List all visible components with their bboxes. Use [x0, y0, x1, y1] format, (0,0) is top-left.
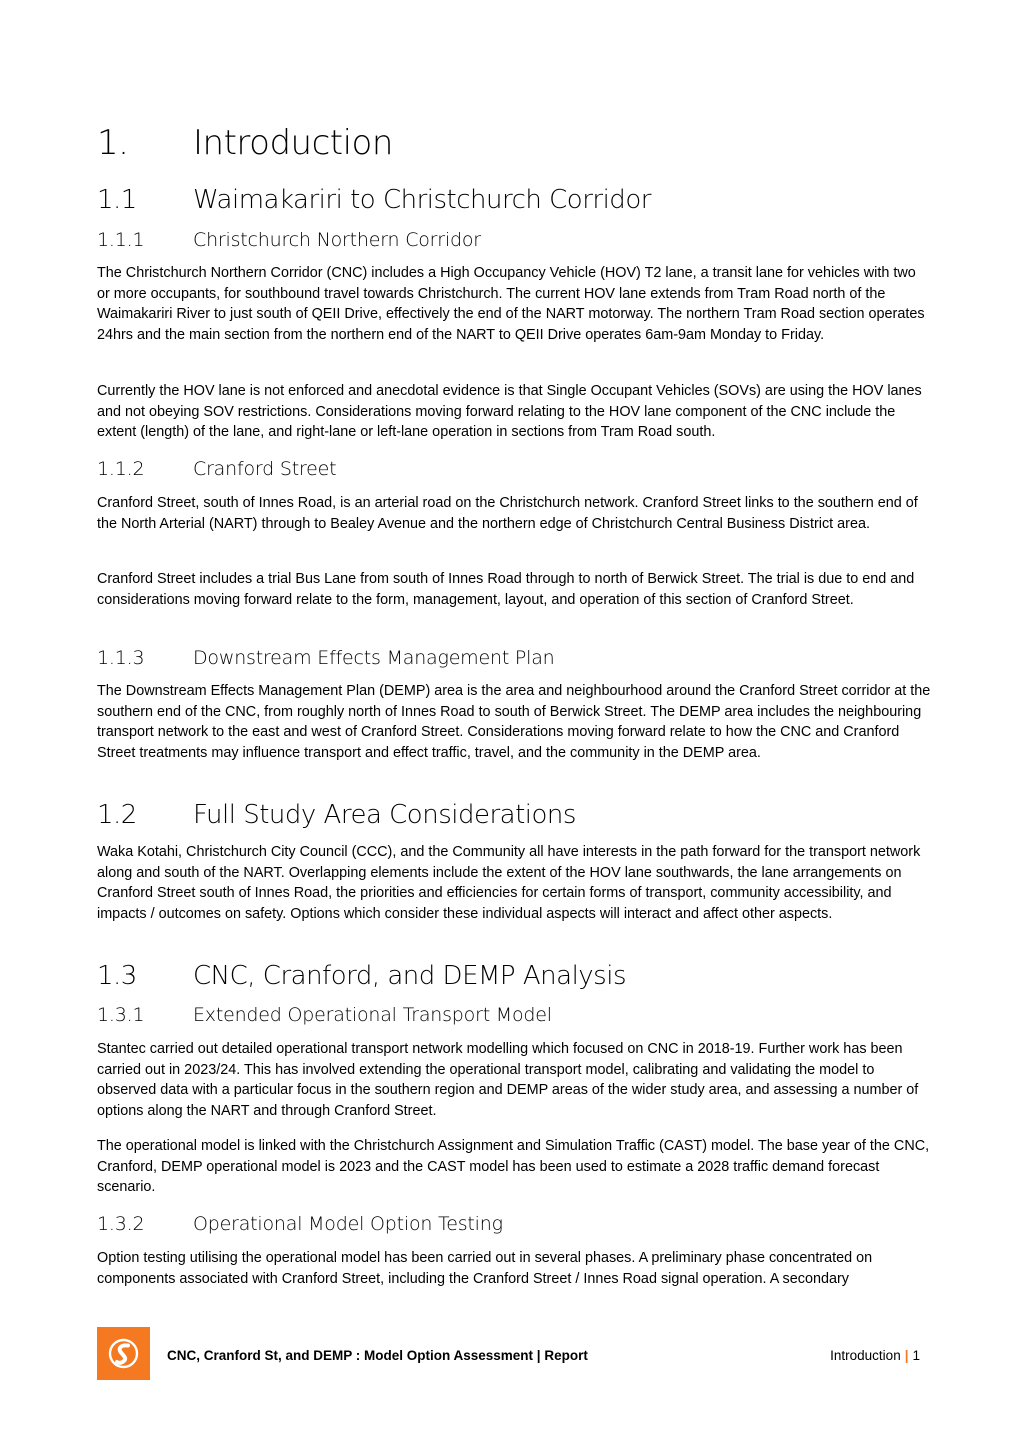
heading-1-1-3	[97, 646, 555, 670]
footer-section-name: Introduction	[830, 1348, 901, 1363]
footer-page-info	[830, 1347, 920, 1365]
heading-number: 1.1.2	[97, 458, 145, 480]
footer-document-title: CNC, Cranford St, and DEMP : Model Option Assessment | Report	[167, 1348, 588, 1363]
paragraph: The Christchurch Northern Corridor (CNC) includes a High Occupancy Vehicle (HOV) T2 lane, a transit lane for vehicles with two or more occupants, for southbound travel towards Christchurch. The current HOV lane extends from Tram Road north of the Waimakariri River to just south of QEII Drive, effectively the end of the NART motorway. The northern Tram Road section operates 24hrs and the main section from the northern end of the NART to QEII Drive operates 6am-9am Monday to Friday.	[97, 265, 925, 343]
heading-1-2	[97, 799, 576, 831]
heading-1-3	[97, 960, 626, 992]
heading-title: Introduction	[193, 123, 393, 163]
heading-number: 1.3.1	[97, 1004, 145, 1026]
heading-number: 1.3.2	[97, 1213, 145, 1235]
heading-number: 1.1.3	[97, 647, 145, 669]
heading-number: 1.1	[97, 185, 137, 215]
heading-1-1-2	[97, 457, 336, 481]
paragraph: Option testing utilising the operational model has been carried out in several phases. A preliminary phase concentrated on components associated with Cranford Street, including the Cranford Street / Innes Road signal operation. A secondary	[97, 1250, 873, 1287]
heading-title: Waimakariri to Christchurch Corridor	[193, 185, 651, 215]
paragraph: The operational model is linked with the Christchurch Assignment and Simulation Traffic (CAST) model. The base year of the CNC, Cranford, DEMP operational model is 2023 and the CAST model has been used to estimate a 2028 traffic demand forecast scenario.	[97, 1138, 930, 1195]
heading-number: 1.2	[97, 800, 137, 830]
page-number: 1	[912, 1348, 920, 1363]
heading-title: Downstream Effects Management Plan	[193, 647, 555, 669]
paragraph: The Downstream Effects Management Plan (DEMP) area is the area and neighbourhood around the Cranford Street corridor at the southern end of the CNC, from roughly north of Innes Road to south of Berwick Street. The DEMP area includes the neighbouring transport network to the east and west of Cranford Street. Considerations moving forward relate to how the CNC and Cranford Street treatments may influence transport and effect traffic, travel, and the community in the DEMP area.	[97, 683, 931, 761]
heading-1-1	[97, 184, 651, 216]
paragraph: Cranford Street includes a trial Bus Lane from south of Innes Road through to north of Berwick Street. The trial is due to end and considerations moving forward relate to the form, management, layout, and operation of this section of Cranford Street.	[97, 571, 915, 608]
heading-title: Extended Operational Transport Model	[193, 1004, 552, 1026]
paragraph: Cranford Street, south of Innes Road, is an arterial road on the Christchurch network. Cranford Street links to the southern end of the North Arterial (NART) through to Bealey Avenue and the northern edge of Christchurch Central Business District area.	[97, 495, 918, 532]
heading-number: 1.3	[97, 961, 137, 991]
heading-1	[97, 123, 393, 163]
logo-mark	[97, 1327, 150, 1380]
paragraph: Waka Kotahi, Christchurch City Council (CCC), and the Community all have interests in the path forward for the transport network along and south of the NART. Overlapping elements include the extent of the HOV lane southwards, the lane arrangements on Cranford Street south of Innes Road, the priorities and efficiencies for certain forms of transport, community accessibility, and impacts / outcomes on safety. Options which consider these individual aspects will interact and affect other aspects.	[97, 844, 921, 922]
heading-1-1-1	[97, 228, 481, 252]
heading-1-3-1	[97, 1003, 552, 1027]
heading-1-3-2	[97, 1212, 503, 1236]
paragraph: Stantec carried out detailed operational transport network modelling which focused on CNC in 2018-19. Further work has been carried out in 2023/24. This has involved extending the operational transport model, calibrating and validating the model to observed data with a particular focus in the southern region and DEMP areas of the wider study area, and assessing a number of options along the NART and through Cranford Street.	[97, 1041, 919, 1119]
heading-title: Operational Model Option Testing	[193, 1213, 503, 1235]
heading-title: Christchurch Northern Corridor	[193, 229, 481, 251]
heading-title: CNC, Cranford, and DEMP Analysis	[193, 961, 626, 991]
heading-title: Cranford Street	[193, 458, 337, 480]
heading-number: 1.	[97, 123, 129, 163]
paragraph: Currently the HOV lane is not enforced and anecdotal evidence is that Single Occupant Vehicles (SOVs) are using the HOV lanes and not obeying SOV restrictions. Considerations moving forward relating to the HOV lane component of the CNC include the extent (length) of the lane, and right-lane or left-lane operation in sections from Tram Road south.	[97, 383, 922, 440]
heading-number: 1.1.1	[97, 229, 145, 251]
footer-separator: |	[904, 1348, 909, 1363]
stantec-logo-icon	[97, 1327, 150, 1380]
heading-title: Full Study Area Considerations	[193, 800, 576, 830]
